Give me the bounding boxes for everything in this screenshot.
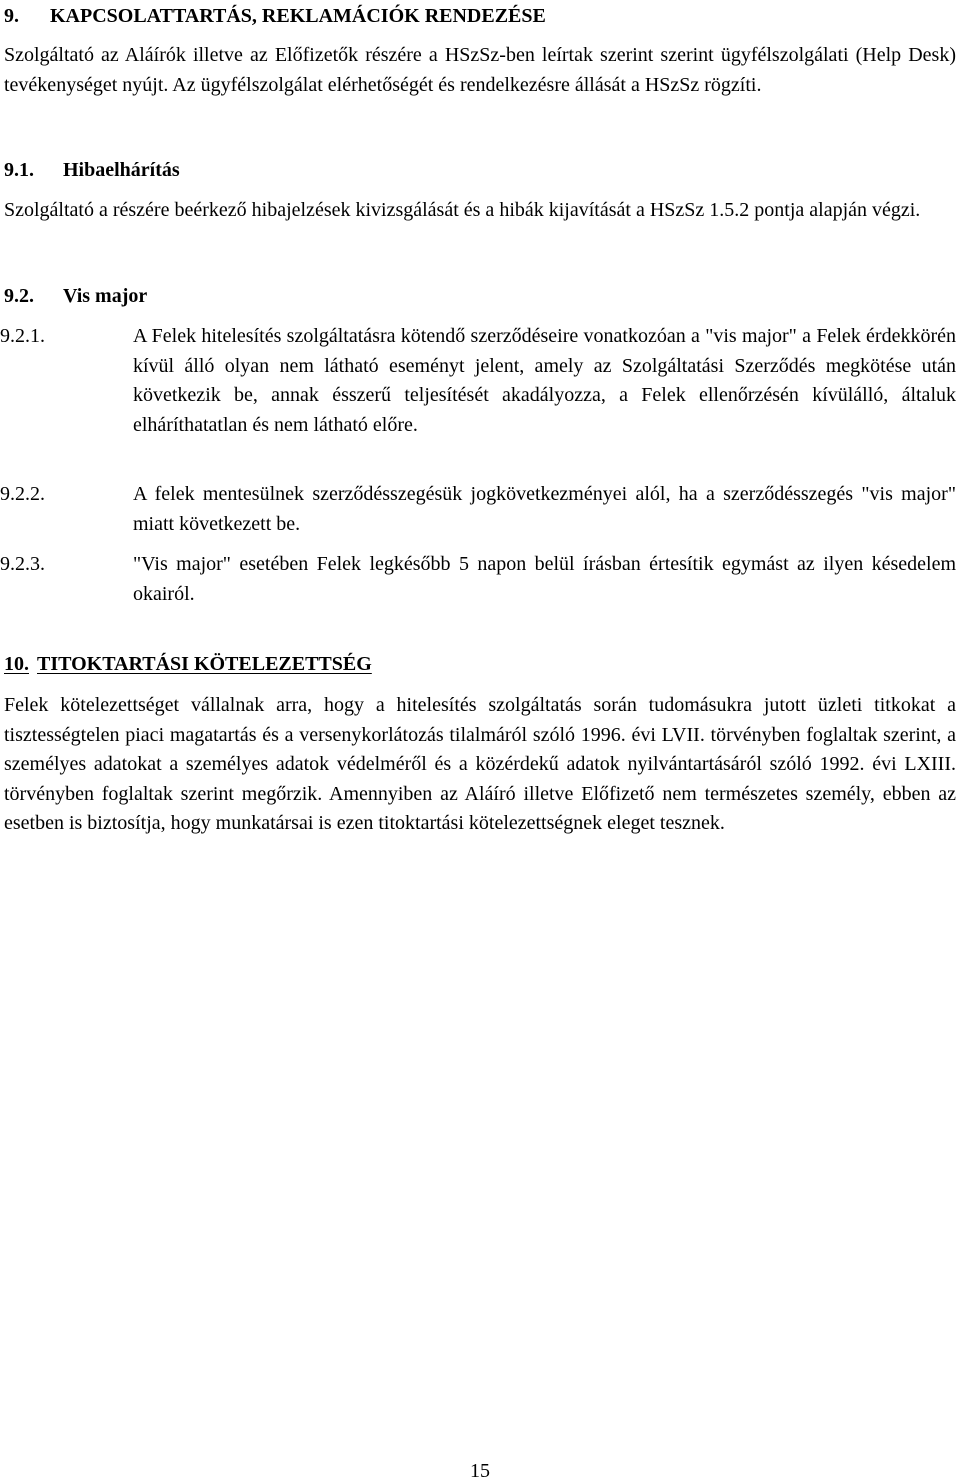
item-9-2-3-number: 9.2.3. — [0, 553, 45, 575]
section-9-intro — [4, 41, 956, 100]
item-9-2-3 — [0, 550, 956, 609]
item-9-2-1-number: 9.2.1. — [0, 325, 45, 347]
subsection-9-2-heading — [4, 281, 956, 311]
section-10-body — [4, 691, 956, 839]
item-9-2-1 — [0, 322, 956, 440]
item-9-2-1-text: A Felek hitelesítés szolgáltatásra kötendő szerződéseire vonatkozóan a "vis major" a Felek érdekkörén kívül álló olyan nem látható eseményt jelent, amely az Szolgáltatási Szerződés megkötése után következik be, annak ésszerű teljesítését akadályozza, a Felek ellenőrzésén kívülálló, általuk elháríthatatlan és nem látható előre. — [133, 325, 956, 436]
subsection-9-1-text: Szolgáltató a részére beérkező hibajelzések kivizsgálását és a hibák kijavítását a HSzSz 1.5.2 pontja alapján végzi. — [4, 199, 921, 221]
item-9-2-2 — [0, 480, 956, 539]
item-9-2-2-text: A felek mentesülnek szerződésszegésük jogkövetkezményei alól, ha a szerződésszegés "vis major" miatt következett be. — [133, 483, 956, 535]
page-number: 15 — [470, 1460, 490, 1482]
subsection-9-1-heading — [4, 155, 956, 185]
subsection-9-1-title: Hibaelhárítás — [63, 159, 180, 181]
section-9-intro-text: Szolgáltató az Aláírók illetve az Előfizetők részére a HSzSz-ben leírtak szerint szerint ügyfélszolgálati (Help Desk) tevékenységet nyújt. Az ügyfélszolgálat elérhetőségét és rendelkezésre állását a HSzSz rögzíti. — [4, 44, 956, 96]
subsection-9-1-number: 9.1. — [4, 159, 34, 181]
section-10-heading — [4, 649, 956, 679]
subsection-9-2-title: Vis major — [63, 285, 148, 307]
item-9-2-2-number: 9.2.2. — [0, 483, 45, 505]
section-10-title: TITOKTARTÁSI KÖTELEZETTSÉG — [37, 653, 372, 675]
subsection-9-2-number: 9.2. — [4, 285, 34, 307]
subsection-9-1-body — [4, 196, 956, 226]
section-10-number: 10. — [4, 653, 29, 675]
section-9-number: 9. — [4, 5, 19, 27]
section-10-text: Felek kötelezettséget vállalnak arra, hogy a hitelesítés szolgáltatás során tudomásukra jutott üzleti titkokat a tisztességtelen piaci magatartás és a versenykorlátozás tilalmáról szóló 1996. évi LVII. törvényben foglaltak szerint, a személyes adatokat a személyes adatok védelméről és a közérdekű adatok nyilvántartásáról szóló 1992. évi LXIII. törvényben foglaltak szerint megőrzik. Amennyiben az Aláíró illetve Előfizető nem természetes személy, ebben az esetben is biztosítja, hogy munkatársai is ezen titoktartási kötelezettségnek eleget tesznek. — [4, 694, 956, 834]
section-9-title: KAPCSOLATTARTÁS, REKLAMÁCIÓK RENDEZÉSE — [50, 5, 546, 27]
section-9-heading — [4, 1, 956, 31]
item-9-2-3-text: "Vis major" esetében Felek legkésőbb 5 napon belül írásban értesítik egymást az ilyen késedelem okairól. — [133, 553, 956, 605]
